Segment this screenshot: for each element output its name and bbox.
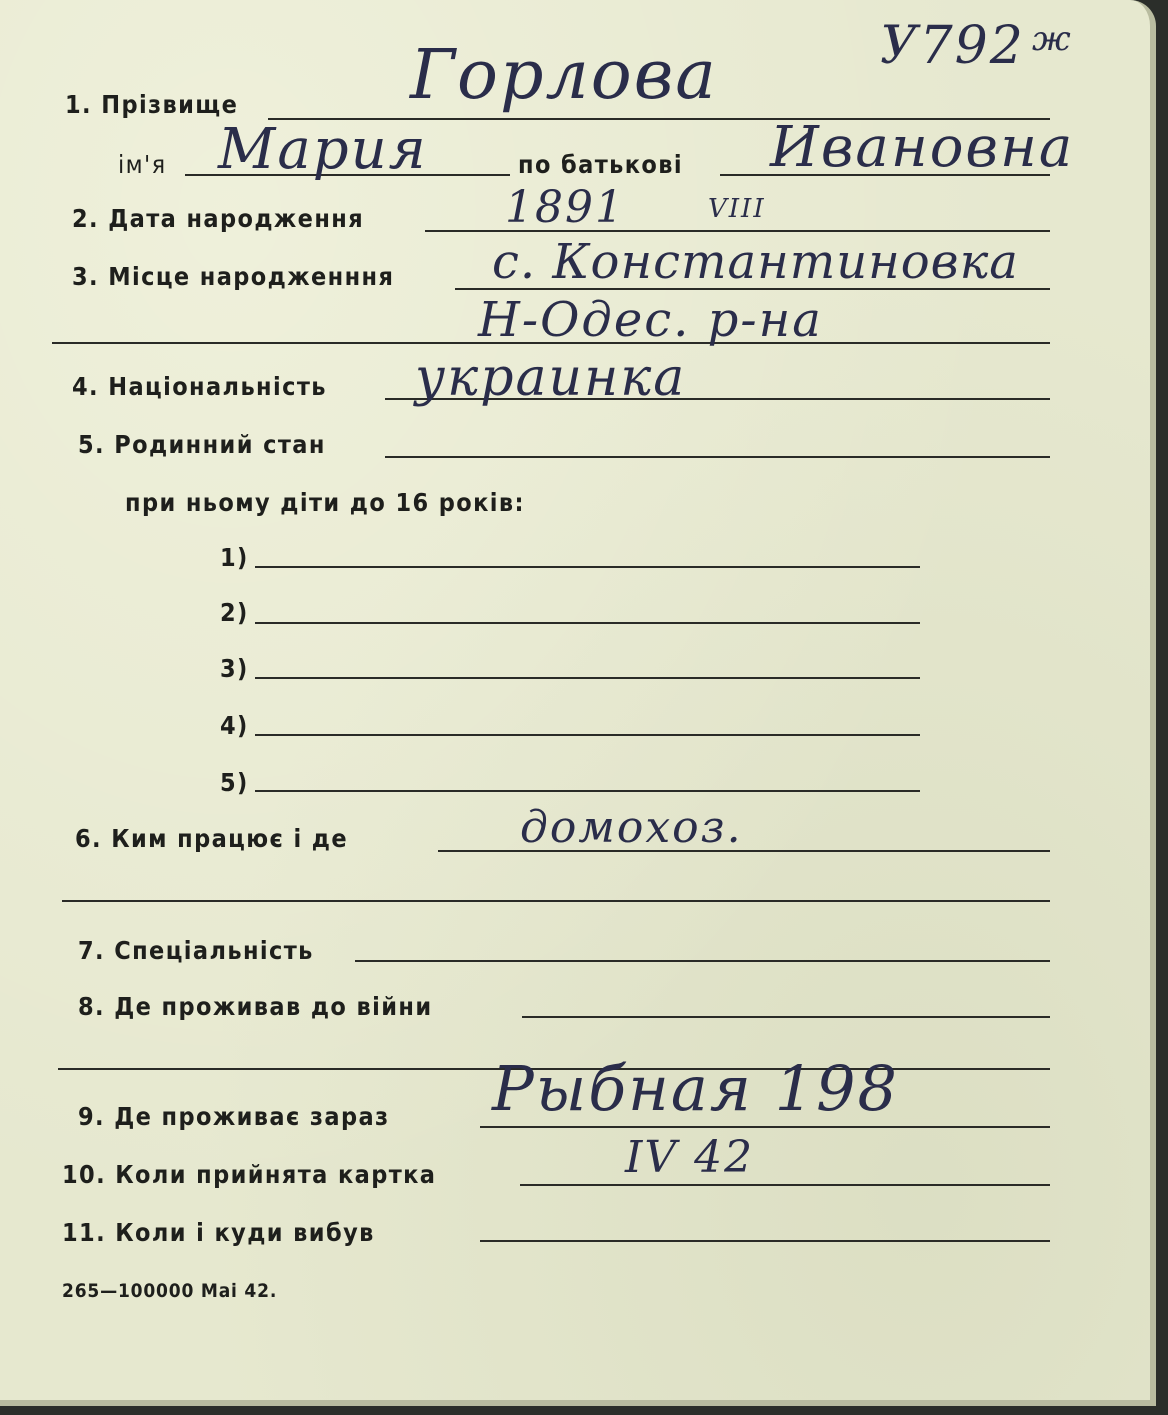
- label-nationality: 4. Національність: [72, 372, 327, 401]
- label-child-3: 3): [220, 654, 249, 683]
- value-registration-number: У792: [880, 16, 1025, 76]
- value-birth-place-2: Н-Одес. р-на: [478, 292, 823, 348]
- prewar-residence-line: [522, 1016, 1050, 1018]
- label-prewar-residence: 8. Де проживав до війни: [78, 992, 433, 1021]
- printer-mark: 265—100000 Маі 42.: [62, 1280, 278, 1302]
- occupation-line-2: [62, 900, 1050, 902]
- label-surname: 1. Прізвище: [65, 90, 239, 119]
- specialty-line: [355, 960, 1050, 962]
- child-5-line: [255, 790, 920, 792]
- label-departure: 11. Коли і куди вибув: [62, 1218, 375, 1247]
- child-4-line: [255, 734, 920, 736]
- departure-line: [480, 1240, 1050, 1242]
- label-specialty: 7. Спеціальність: [78, 936, 314, 965]
- value-nationality: украинка: [415, 348, 687, 408]
- label-child-2: 2): [220, 598, 249, 627]
- label-occupation: 6. Ким працює і де: [75, 824, 349, 853]
- label-children: при ньому діти до 16 років:: [125, 488, 525, 517]
- value-birth-place-1: с. Константиновка: [492, 234, 1019, 290]
- value-number-suffix: ж: [1032, 19, 1073, 59]
- card-date-line: [520, 1184, 1050, 1186]
- value-birth-year: 1891: [505, 182, 625, 233]
- label-card-date: 10. Коли прийнята картка: [62, 1160, 437, 1189]
- label-child-4: 4): [220, 711, 249, 740]
- label-birth-date: 2. Дата народження: [72, 204, 365, 233]
- value-birth-month: VIII: [708, 194, 766, 224]
- value-current-residence: Рыбная 198: [492, 1052, 899, 1125]
- child-3-line: [255, 677, 920, 679]
- label-child-1: 1): [220, 543, 249, 572]
- child-1-line: [255, 566, 920, 568]
- value-occupation: домохоз.: [520, 802, 743, 853]
- label-marital-status: 5. Родинний стан: [78, 430, 326, 459]
- child-2-line: [255, 622, 920, 624]
- value-surname: Горлова: [410, 36, 718, 115]
- marital-status-line: [385, 456, 1050, 458]
- label-birth-place: 3. Місце народженння: [72, 262, 395, 291]
- value-patronymic: Ивановна: [770, 115, 1075, 180]
- current-residence-line: [480, 1126, 1050, 1128]
- label-patronymic: по батькові: [518, 150, 684, 179]
- value-card-date: IV 42: [625, 1132, 755, 1183]
- label-child-5: 5): [220, 768, 249, 797]
- label-name: ім'я: [118, 150, 167, 179]
- label-current-residence: 9. Де проживає зараз: [78, 1102, 390, 1131]
- value-name: Мария: [218, 117, 428, 182]
